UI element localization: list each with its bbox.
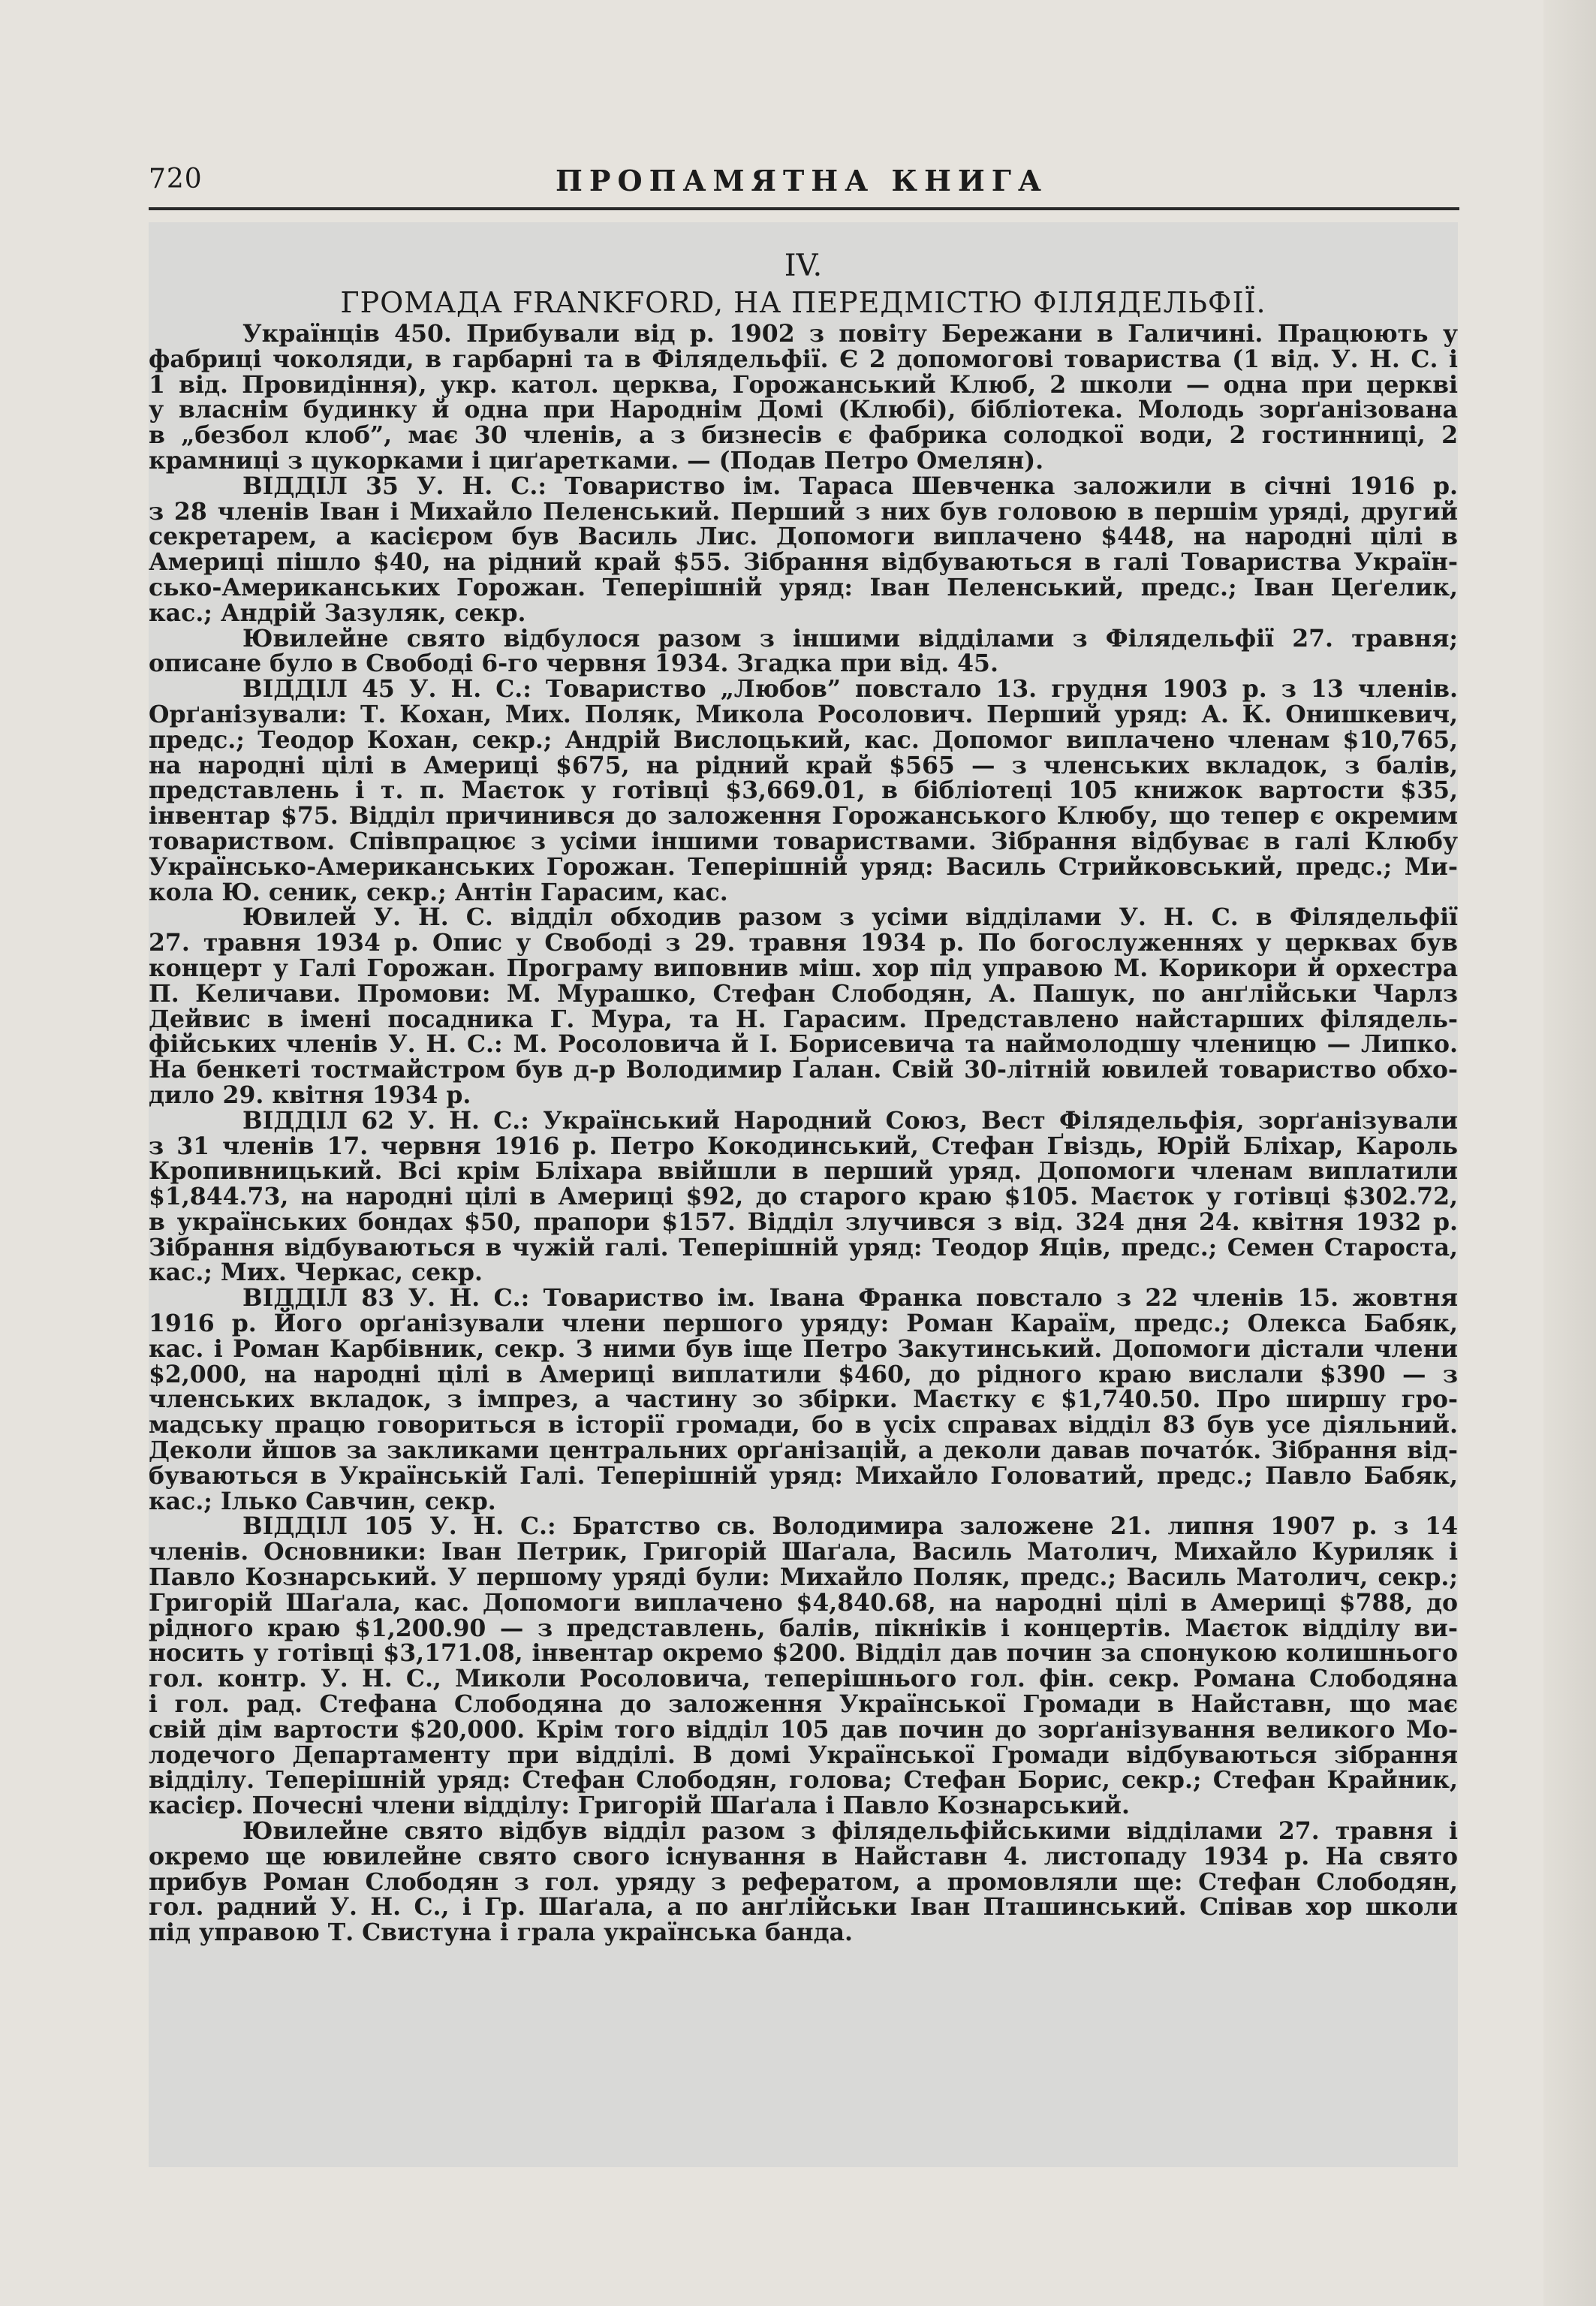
header-rule [149, 207, 1459, 210]
text-line: членів. Основники: Іван Петрик, Григорій Шаґала, Василь Матолич, Михайло Куриляк і [149, 1538, 1458, 1566]
text-line: кас.; Ілько Савчин, секр. [149, 1487, 496, 1515]
text-line: Ювилей У. Н. С. відділ обходив разом з усіми відділами У. Н. С. в Філядельфії [242, 903, 1458, 932]
text-body [149, 222, 1458, 1946]
text-line: касієр. Почесні члени відділу: Григорій Шаґала і Павло Кознарський. [149, 1792, 1130, 1820]
text-line: під управою Т. Свистуна і грала українська банда. [149, 1919, 853, 1947]
page-edge-shadow [1543, 0, 1596, 2306]
text-line: інвентар $75. Відділ причинився до заложення Горожанського Клюбу, що тепер є окремим [149, 802, 1458, 830]
text-line: $1,844.73, на народні цілі в Америці $92, до старого краю $105. Маєток у готівці $302.72, [149, 1183, 1458, 1211]
text-line: в українських бондах $50, прапори $157. Відділ злучився з від. 324 дня 24. квітня 1932 р. [149, 1207, 1458, 1236]
text-line: Дейвис в імені посадника Г. Мура, та Н. Гарасим. Представлено найстарших філядель- [149, 1005, 1458, 1033]
running-title: ПРОПАМЯТНА КНИГА [556, 164, 1048, 197]
text-line: відділу. Теперішній уряд: Стефан Слободян, голова; Стефан Борис, секр.; Стефан Крайник, [149, 1766, 1458, 1795]
text-line: 1 від. Провидіння), укр. катол. церква, Горожанський Клюб, 2 школи — одна при церкві [149, 370, 1458, 399]
page-number: 720 [149, 164, 203, 194]
text-line: окремо ще ювилейне свято свого існування в Найставн 4. листопаду 1934 р. На свято [149, 1842, 1458, 1870]
text-line: дило 29. квітня 1934 р. [149, 1081, 471, 1109]
text-block [149, 222, 1458, 2167]
text-line: Зібрання відбуваються в чужій галі. Теперішній уряд: Теодор Яців, предс.; Семен Староста, [149, 1233, 1458, 1262]
text-line: ВІДДІЛ 35 У. Н. С.: Товариство ім. Тараса Шевченка заложили в січні 1916 р. [242, 472, 1458, 500]
text-line: кас.; Мих. Черкас, секр. [149, 1259, 483, 1287]
text-line: носить у готівці $3,171.08, інвентар окремо $200. Відділ дав почин за спонукою колишнього [149, 1639, 1458, 1668]
text-line: з 31 членів 17. червня 1916 р. Петро Кокодинський, Стефан Ґвіздь, Юрій Бліхар, Кароль [149, 1132, 1458, 1160]
text-line: в „безбол клоб”, має 30 членів, а з бизнесів є фабрика солодкої води, 2 гостинниці, 2 [149, 421, 1458, 450]
text-line: Америці пішло $40, на рідний край $55. Зібрання відбуваються в галі Товариства Україн- [149, 548, 1458, 577]
text-line: концерт у Галі Горожан. Програму виповнив міш. хор під управою М. Корикори й орхестра [149, 954, 1458, 982]
text-line: кас. і Роман Карбівник, секр. З ними був іще Петро Закутинський. Допомоги дістали члени [149, 1334, 1458, 1363]
text-line: кола Ю. сеник, секр.; Антін Гарасим, кас. [149, 878, 728, 906]
text-line: сько-Американських Горожан. Теперішній уряд: Іван Пеленський, предс.; Іван Цеґелик, [149, 573, 1458, 601]
text-line: гол. контр. У. Н. С., Миколи Росоловича, теперішнього гол. фін. секр. Романа Слободяна [149, 1665, 1458, 1693]
text-line: членських вкладок, з імпрез, а частину зо збірки. Маєтку є $1,740.50. Про ширшу гро- [149, 1385, 1458, 1414]
text-line: ВІДДІЛ 45 У. Н. С.: Товариство „Любов” повстало 13. грудня 1903 р. з 13 членів. [242, 675, 1458, 704]
text-line: буваються в Українській Галі. Теперішній уряд: Михайло Головатий, предс.; Павло Бабяк, [149, 1461, 1458, 1490]
text-line: Українсько-Американських Горожан. Теперішній уряд: Василь Стрийковський, предс.; Ми- [149, 852, 1458, 881]
text-line: з 28 членів Іван і Михайло Пеленський. Перший з них був головою в першім уряді, другий [149, 497, 1458, 526]
text-line: Ювилейне свято відбув відділ разом з філядельфійськими відділами 27. травня і [242, 1817, 1458, 1846]
text-line: фабриці чоколяди, в гарбарні та в Філядельфії. Є 2 допомогові товариства (1 від. У. Н. С. і [149, 345, 1458, 373]
text-line: рідного краю $1,200.90 — з представлень, балів, пікніків і концертів. Маєток відділу ви- [149, 1614, 1458, 1642]
text-line: Ювилейне свято відбулося разом з іншими відділами з Філядельфії 27. травня; [242, 624, 1458, 653]
text-line: Кропивницький. Всі крім Бліхара ввійшли в перший уряд. Допомоги членам виплатили [149, 1157, 1458, 1186]
text-line: секретарем, а касієром був Василь Лис. Допомоги виплачено $448, на народні цілі в [149, 523, 1458, 551]
section-title: ГРОМАДА FRANKFORD, НА ПЕРЕДМІСТЮ ФІЛЯДЕЛЬФІЇ. [340, 286, 1266, 319]
text-line: ВІДДІЛ 105 У. Н. С.: Братство св. Володимира заложене 21. липня 1907 р. з 14 [242, 1512, 1458, 1541]
page-header [149, 159, 1455, 203]
text-line: представлень і т. п. Маєток у готівці $3,669.01, в бібліотеці 105 книжок вартости $35, [149, 776, 1458, 805]
text-line: ВІДДІЛ 83 У. Н. С.: Товариство ім. Івана Франка повстало з 22 членів 15. жовтня [242, 1284, 1458, 1313]
text-line: П. Келичави. Промови: М. Мурашко, Стефан Слободян, А. Пашук, по анґлійськи Чарлз [149, 979, 1458, 1008]
text-line: $2,000, на народні цілі в Америці виплатили $460, до рідного краю вислали $390 — з [149, 1360, 1458, 1388]
text-line: Орґанізували: Т. Кохан, Мих. Поляк, Микола Росолович. Перший уряд: А. К. Онишкевич, [149, 700, 1458, 728]
text-line: предс.; Теодор Кохан, секр.; Андрій Вислоцький, кас. Допомог виплачено членам $10,765, [149, 725, 1458, 754]
section-number: IV. [784, 249, 823, 283]
text-line: свій дім вартости $20,000. Крім того відділ 105 дав почин до зорґанізування великого Мо- [149, 1715, 1458, 1744]
text-line: Деколи йшов за закликами центральних орґанізацій, а деколи давав почато́к. Зібрання від- [149, 1436, 1458, 1465]
text-line: товариством. Співпрацює з усіми іншими товариствами. Зібрання відбуває в галі Клюбу [149, 827, 1458, 855]
text-line: кас.; Андрій Зазуляк, секр. [149, 598, 526, 627]
text-line: на народні цілі в Америці $675, на рідний край $565 — з членських вкладок, з балів, [149, 751, 1458, 779]
text-line: Павло Кознарський. У першому уряді були: Михайло Поляк, предс.; Василь Матолич, секр.; [149, 1563, 1458, 1592]
text-line: Григорій Шаґала, кас. Допомоги виплачено $4,840.68, на народні цілі в Америці $788, до [149, 1588, 1458, 1617]
text-line: На бенкеті тостмайстром був д-р Володимир Ґалан. Свій 30-літній ювилей товариство обхо- [149, 1056, 1458, 1084]
text-line: описане було в Свободі 6-го червня 1934. Згадка при від. 45. [149, 650, 998, 678]
text-line: гол. радний У. Н. С., і Гр. Шаґала, а по анґлійськи Іван Пташинський. Співав хор школи [149, 1893, 1458, 1922]
text-line: фійських членів У. Н. С.: М. Росоловича й І. Борисевича та наймолодшу членицю — Липко. [149, 1030, 1458, 1059]
text-line: у власнім будинку й одна при Народнім Домі (Клюбі), бібліотека. Молодь зорґанізована [149, 396, 1458, 424]
text-line: ВІДДІЛ 62 У. Н. С.: Український Народний Союз, Вест Філядельфія, зорґанізували [242, 1106, 1458, 1135]
text-line: мадську працю говориться в історії громади, бо в усіх справах відділ 83 був усе діяльний. [149, 1411, 1458, 1439]
text-line: 27. травня 1934 р. Опис у Свободі з 29. травня 1934 р. По богослуженнях у церквах був [149, 929, 1458, 957]
text-line: Українців 450. Прибували від р. 1902 з повіту Бережани в Галичині. Працюють у [242, 320, 1458, 348]
text-line: прибув Роман Слободян з гол. уряду з рефератом, а промовляли ще: Стефан Слободян, [149, 1867, 1458, 1896]
text-line: 1916 р. Його орґанізували члени першого уряду: Роман Караїм, предс.; Олекса Бабяк, [149, 1310, 1458, 1338]
text-line: лодечого Департаменту при відділі. В домі Української Громади відбуваються зібрання [149, 1741, 1458, 1769]
text-line: крамниці з цукорками і циґаретками. — (Подав Петро Омелян). [149, 446, 1044, 475]
text-line: і гол. рад. Стефана Слободяна до заложення Української Громади в Найставн, що має [149, 1690, 1458, 1719]
